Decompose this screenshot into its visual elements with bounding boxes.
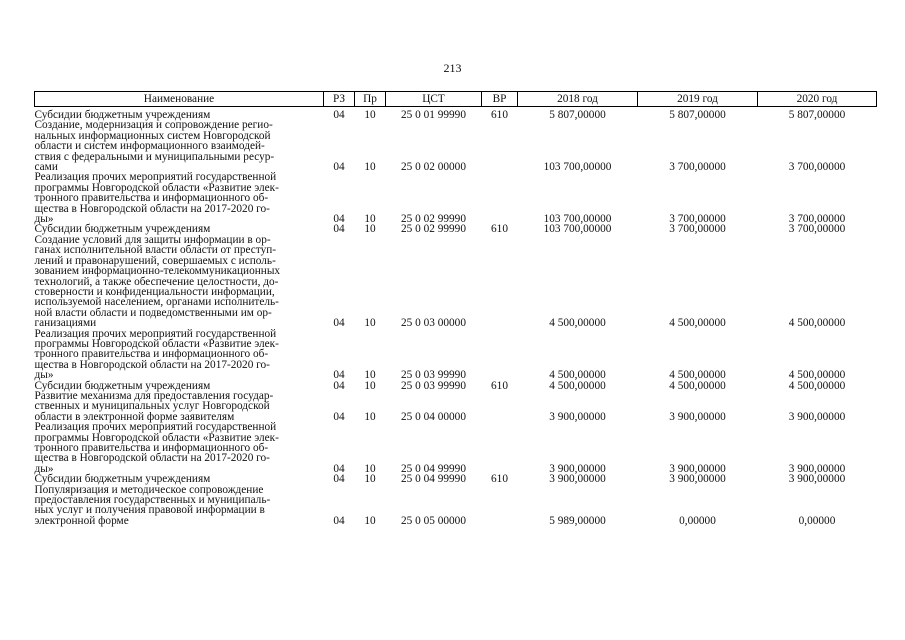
cell-cst: 25 0 02 99990 bbox=[401, 223, 466, 236]
table-row bbox=[35, 172, 877, 224]
budget-table bbox=[34, 91, 877, 526]
cell-rz: 04 bbox=[333, 410, 345, 423]
cell-pr: 10 bbox=[364, 379, 376, 392]
cell-name-line: Субсидии бюджетным учреждениям bbox=[34, 223, 211, 236]
cell-name-line: электронной форме bbox=[34, 514, 129, 527]
cell-rz: 04 bbox=[333, 462, 345, 475]
cell-name-line: щества в Новгородской области на 2017-2020 го- bbox=[34, 202, 270, 215]
cell-2019: 4 500,00000 bbox=[669, 317, 726, 330]
cell-cst: 25 0 02 99990 bbox=[401, 213, 466, 226]
table-header-row bbox=[35, 92, 877, 107]
cell-vr bbox=[482, 329, 518, 381]
cell-2020: 3 700,00000 bbox=[788, 223, 846, 236]
cell-name-line: ды» bbox=[34, 369, 54, 382]
table-row bbox=[35, 391, 877, 422]
cell-name-line: стоверности и конфиденциальности информации, bbox=[34, 285, 275, 298]
table-row bbox=[35, 485, 877, 527]
table-row bbox=[35, 235, 877, 329]
cell-2019: 5 807,00000 bbox=[669, 109, 726, 121]
cell-rz: 04 bbox=[333, 161, 345, 174]
cell-vr bbox=[482, 235, 518, 329]
cell-2019: 3 700,00000 bbox=[669, 213, 726, 226]
cell-name bbox=[35, 422, 324, 474]
cell-name-line: тронного правительства и информационного об- bbox=[34, 192, 269, 205]
cell-rz: 04 bbox=[333, 223, 345, 236]
cell-vr bbox=[482, 485, 518, 527]
cell-name-line: тронного правительства и информационного об- bbox=[34, 442, 269, 454]
cell-name-line: лений и правонарушений, совершаемых с исполь- bbox=[34, 254, 276, 267]
cell-name-line: области в электронной форме заявителям bbox=[34, 410, 235, 423]
cell-2019: 4 500,00000 bbox=[669, 379, 726, 392]
cell-2020: 4 500,00000 bbox=[788, 379, 846, 392]
cell-name-line: ганах исполнительной власти области от преступ- bbox=[34, 244, 277, 257]
cell-rz: 04 bbox=[333, 369, 345, 382]
cell-pr: 10 bbox=[364, 109, 376, 121]
cell-2018: 103 700,00000 bbox=[543, 213, 612, 226]
cell-name-line: Субсидии бюджетным учреждениям bbox=[34, 379, 211, 392]
cell-name-line: Создание, модернизация и сопровождение регио- bbox=[34, 119, 273, 132]
cell-rz: 04 bbox=[333, 379, 345, 392]
cell-name-line: ных услуг и получения правовой информации в bbox=[34, 504, 265, 517]
cell-name-line: щества в Новгородской области на 2017-2020 го- bbox=[34, 358, 270, 371]
cell-name-line: ственных и муниципальных услуг Новгородской bbox=[34, 400, 270, 413]
cell-name-line: Популяризация и методическое сопровождение bbox=[34, 483, 264, 496]
cell-name-line: зованием информационно-телекоммуникационных bbox=[34, 265, 281, 278]
cell-2020: 3 900,00000 bbox=[788, 462, 846, 475]
cell-name-line: программы Новгородской области «Развитие элек- bbox=[34, 431, 279, 444]
cell-name-line: щества в Новгородской области на 2017-2020 го- bbox=[34, 452, 270, 465]
cell-name bbox=[35, 120, 324, 172]
table-row bbox=[35, 329, 877, 381]
cell-2018: 3 900,00000 bbox=[549, 462, 606, 475]
cell-name-line: тронного правительства и информационного об- bbox=[34, 348, 269, 361]
cell-vr: 610 bbox=[491, 223, 508, 236]
cell-vr: 610 bbox=[491, 109, 508, 121]
cell-rz: 04 bbox=[333, 213, 345, 226]
cell-rz: 04 bbox=[333, 317, 345, 330]
cell-cst: 25 0 04 99990 bbox=[401, 462, 466, 475]
cell-name-line: Субсидии бюджетным учреждениям bbox=[34, 109, 211, 121]
cell-2018: 4 500,00000 bbox=[549, 369, 606, 382]
cell-2018: 3 900,00000 bbox=[549, 410, 606, 423]
cell-2019: 3 900,00000 bbox=[669, 462, 726, 475]
cell-2019: 3 900,00000 bbox=[669, 410, 726, 423]
cell-name-line: ганизациями bbox=[34, 317, 97, 330]
cell-name-line: Создание условий для защиты информации в ор- bbox=[34, 233, 271, 246]
cell-2019: 3 900,00000 bbox=[669, 473, 726, 486]
cell-name bbox=[35, 485, 324, 527]
cell-2019: 3 700,00000 bbox=[669, 161, 726, 174]
table-row bbox=[35, 120, 877, 172]
cell-name-line: ной власти области и подведомственными им ор- bbox=[34, 306, 272, 319]
cell-vr bbox=[482, 391, 518, 422]
cell-name-line: области и систем информационного взаимодей- bbox=[34, 140, 265, 153]
cell-name bbox=[35, 391, 324, 422]
column-header-2018: 2018 год bbox=[518, 92, 638, 107]
cell-rz: 04 bbox=[333, 109, 345, 121]
cell-cst: 25 0 02 00000 bbox=[401, 161, 466, 174]
cell-2019: 4 500,00000 bbox=[669, 369, 726, 382]
cell-2020: 0,00000 bbox=[798, 514, 836, 527]
cell-name-line: ды» bbox=[34, 462, 54, 475]
cell-pr: 10 bbox=[364, 317, 376, 330]
cell-2018: 5 807,00000 bbox=[549, 109, 606, 121]
cell-name-line: нальных информационных систем Новгородской bbox=[34, 129, 271, 142]
table-row bbox=[35, 422, 877, 474]
column-header-2019: 2019 год bbox=[638, 92, 758, 107]
cell-name bbox=[35, 172, 324, 224]
cell-2020: 4 500,00000 bbox=[788, 369, 846, 382]
cell-name-line: Реализация прочих мероприятий государственной bbox=[34, 171, 277, 184]
cell-name-line: сами bbox=[34, 161, 58, 174]
cell-name-line: используемой населением, органами исполнитель- bbox=[34, 296, 279, 309]
cell-rz: 04 bbox=[333, 473, 345, 486]
cell-name-line: Развитие механизма для предоставления государ- bbox=[34, 389, 274, 402]
column-header-rz: РЗ bbox=[324, 92, 355, 107]
cell-pr: 10 bbox=[364, 223, 376, 236]
cell-2020: 5 807,00000 bbox=[788, 109, 846, 121]
table-row bbox=[35, 107, 877, 121]
cell-cst: 25 0 03 99990 bbox=[401, 379, 466, 392]
cell-name bbox=[35, 329, 324, 381]
cell-2019: 3 700,00000 bbox=[669, 223, 726, 236]
cell-pr: 10 bbox=[364, 514, 376, 527]
cell-2018: 5 989,00000 bbox=[549, 514, 606, 527]
cell-name bbox=[35, 235, 324, 329]
column-header-cst: ЦСТ bbox=[386, 92, 482, 107]
cell-2018: 103 700,00000 bbox=[543, 161, 612, 174]
cell-vr bbox=[482, 172, 518, 224]
page-number: 213 bbox=[443, 61, 462, 75]
cell-name-line: программы Новгородской области «Развитие элек- bbox=[34, 337, 279, 350]
cell-name-line: технологий, а также обеспечение целостности, до- bbox=[34, 275, 279, 288]
cell-2018: 4 500,00000 bbox=[549, 379, 606, 392]
cell-cst: 25 0 04 00000 bbox=[401, 410, 466, 423]
cell-name-line: программы Новгородской области «Развитие элек- bbox=[34, 181, 279, 194]
cell-name-line: ствия с федеральными и муниципальными ресур- bbox=[34, 150, 275, 163]
cell-vr: 610 bbox=[491, 473, 508, 486]
cell-2018: 3 900,00000 bbox=[549, 473, 606, 486]
cell-2018: 4 500,00000 bbox=[549, 317, 606, 330]
cell-name-line: Реализация прочих мероприятий государственной bbox=[34, 421, 277, 434]
cell-2020: 3 900,00000 bbox=[788, 410, 846, 423]
cell-2019: 0,00000 bbox=[679, 514, 716, 527]
cell-pr: 10 bbox=[364, 161, 376, 174]
cell-cst: 25 0 05 00000 bbox=[401, 514, 466, 527]
cell-pr: 10 bbox=[364, 410, 376, 423]
cell-pr: 10 bbox=[364, 369, 376, 382]
cell-name-line: ды» bbox=[34, 213, 54, 226]
cell-cst: 25 0 04 99990 bbox=[401, 473, 466, 486]
cell-pr: 10 bbox=[364, 213, 376, 226]
column-header-vr: ВР bbox=[482, 92, 518, 107]
cell-vr: 610 bbox=[491, 379, 508, 392]
cell-pr: 10 bbox=[364, 473, 376, 486]
column-header-2020: 2020 год bbox=[758, 92, 877, 107]
cell-cst: 25 0 03 99990 bbox=[401, 369, 466, 382]
cell-vr bbox=[482, 120, 518, 172]
cell-2020: 3 700,00000 bbox=[788, 213, 846, 226]
cell-rz: 04 bbox=[333, 514, 345, 527]
cell-2020: 3 700,00000 bbox=[788, 161, 846, 174]
column-header-name: Наименование bbox=[35, 92, 324, 107]
cell-vr bbox=[482, 422, 518, 474]
cell-2020: 4 500,00000 bbox=[788, 317, 846, 330]
cell-name bbox=[35, 107, 324, 121]
table-body bbox=[35, 107, 877, 527]
cell-2020: 3 900,00000 bbox=[788, 473, 846, 486]
column-header-pr: Пр bbox=[355, 92, 386, 107]
cell-name-line: Субсидии бюджетным учреждениям bbox=[34, 473, 211, 486]
cell-name-line: предоставления государственных и муниципаль- bbox=[34, 494, 271, 507]
cell-pr: 10 bbox=[364, 462, 376, 475]
cell-name-line: Реализация прочих мероприятий государственной bbox=[34, 327, 277, 340]
cell-2018: 103 700,00000 bbox=[543, 223, 612, 236]
cell-cst: 25 0 01 99990 bbox=[401, 109, 466, 121]
cell-cst: 25 0 03 00000 bbox=[401, 317, 466, 330]
